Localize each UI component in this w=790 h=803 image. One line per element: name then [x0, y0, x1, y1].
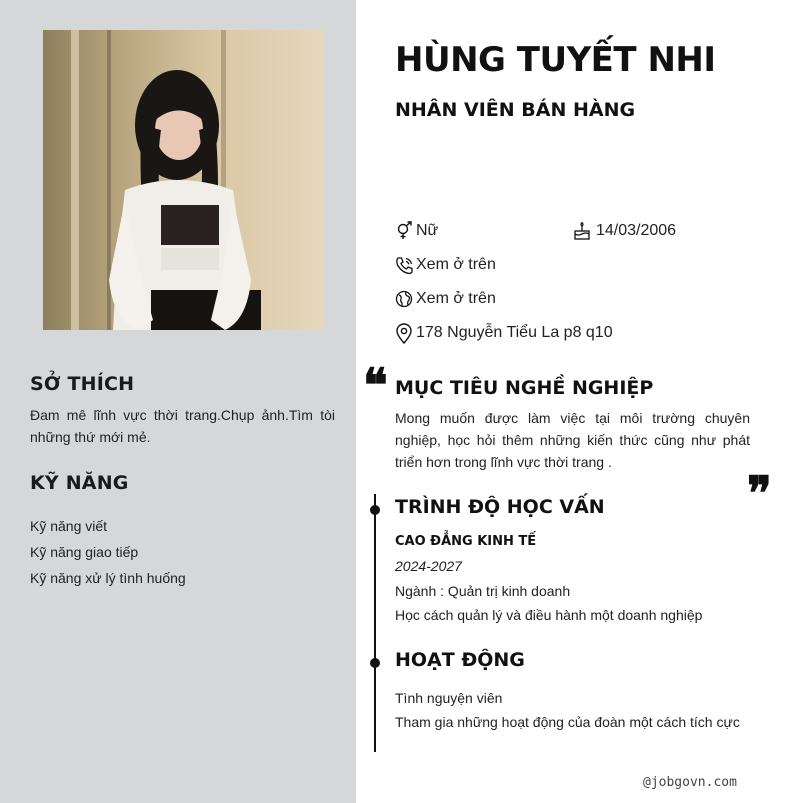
hobbies-text: Đam mê lĩnh vực thời trang.Chụp ảnh.Tìm tòi những thứ mới mẻ. [30, 407, 335, 445]
skills-section [30, 472, 335, 591]
gender-value: Nữ [416, 222, 439, 239]
skill-item: Kỹ năng xử lý tình huống [30, 570, 186, 586]
activities-heading: HOẠT ĐỘNG [395, 649, 525, 671]
profile-photo [43, 30, 323, 330]
phone-icon [394, 255, 414, 275]
objective-heading: MỤC TIÊU NGHỀ NGHIỆP [395, 377, 654, 399]
activity-description: Tham gia những hoạt động của đoàn một cách tích cực [395, 714, 740, 730]
education-school: CAO ĐẲNG KINH TẾ [395, 534, 537, 549]
globe-icon [394, 289, 414, 309]
education-description: Học cách quản lý và điều hành một doanh nghiệp [395, 607, 703, 623]
hobbies-section [30, 373, 335, 448]
education-heading: TRÌNH ĐỘ HỌC VẤN [395, 496, 605, 518]
skill-item: Kỹ năng viết [30, 518, 108, 534]
skill-item: Kỹ năng giao tiếp [30, 544, 139, 560]
skills-list [30, 513, 335, 591]
skills-heading: KỸ NĂNG [30, 472, 129, 494]
objective-text: Mong muốn được làm việc tại môi trường chuyên nghiệp, học hỏi thêm những kiến thức cũng như phát triển hơn trong lĩnh vực thời trang . [395, 410, 750, 470]
website-row [394, 289, 496, 309]
address-row [394, 323, 613, 343]
birthday-value: 14/03/2006 [596, 222, 677, 239]
cake-icon [572, 221, 592, 241]
quote-open-icon: ❝ [363, 358, 388, 412]
education-period: 2024-2027 [395, 558, 462, 574]
timeline-dot [370, 658, 380, 668]
education-major: Ngành : Quản trị kinh doanh [395, 583, 571, 599]
timeline-line [374, 494, 376, 752]
phone-value: Xem ở trên [416, 256, 496, 273]
watermark: @jobgovn.com [643, 775, 737, 790]
hobbies-heading: SỞ THÍCH [30, 373, 135, 395]
address-value: 178 Nguyễn Tiểu La p8 q10 [416, 324, 613, 341]
candidate-name: HÙNG TUYẾT NHI [395, 40, 716, 80]
quote-close-icon: ❞ [747, 466, 772, 520]
gender-row [394, 221, 438, 241]
timeline-dot [370, 505, 380, 515]
gender-icon [394, 221, 414, 241]
birthday-row [572, 221, 676, 241]
job-title: NHÂN VIÊN BÁN HÀNG [395, 99, 636, 121]
location-pin-icon [394, 323, 414, 343]
website-value: Xem ở trên [416, 290, 496, 307]
activity-role: Tình nguyện viên [395, 690, 503, 706]
phone-row [394, 255, 496, 275]
